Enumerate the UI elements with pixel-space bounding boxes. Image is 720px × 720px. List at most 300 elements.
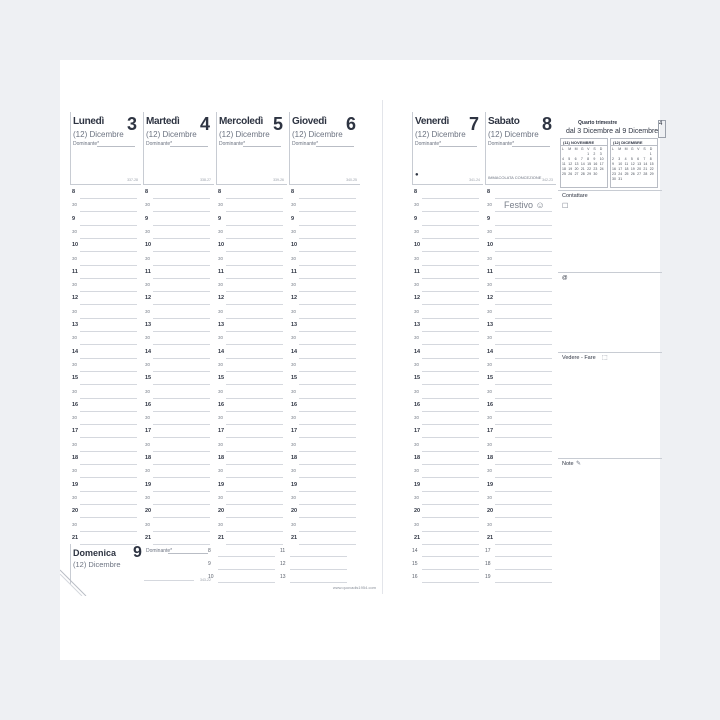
hour-row[interactable]: [289, 268, 359, 281]
half-hour-row[interactable]: [70, 414, 140, 427]
half-hour-label: 30: [145, 255, 151, 261]
calendar-cell[interactable]: 27: [574, 172, 579, 176]
calendar-cell[interactable]: 22: [587, 167, 592, 171]
half-hour-row[interactable]: [289, 414, 359, 427]
hour-line: [495, 544, 552, 545]
half-hour-row[interactable]: [289, 361, 359, 374]
hour-row[interactable]: [70, 374, 140, 387]
calendar-cell[interactable]: 4: [624, 157, 627, 161]
hour-row[interactable]: [412, 454, 482, 467]
hour-label: 10: [487, 242, 494, 249]
hour-row[interactable]: [143, 188, 213, 201]
half-hour-row[interactable]: [485, 361, 555, 374]
half-hour-row[interactable]: [70, 361, 140, 374]
hour-row[interactable]: [485, 268, 555, 281]
calendar-cell[interactable]: 5: [630, 157, 633, 161]
half-hour-row[interactable]: [70, 281, 140, 294]
hour-label: 13: [72, 322, 79, 328]
hour-row[interactable]: [485, 294, 555, 307]
half-hour-row[interactable]: [216, 281, 286, 294]
half-hour-row[interactable]: [412, 255, 482, 268]
half-hour-label: 30: [72, 521, 78, 527]
calendar-cell[interactable]: 25: [624, 172, 629, 176]
calendar-cell[interactable]: L: [562, 147, 564, 151]
hour-row[interactable]: [289, 348, 359, 361]
calendar-cell[interactable]: 28: [580, 172, 585, 176]
hour-row[interactable]: [216, 348, 286, 361]
hour-row[interactable]: [289, 321, 359, 334]
half-hour-row[interactable]: [485, 521, 555, 534]
half-hour-row[interactable]: [412, 334, 482, 347]
hour-row[interactable]: [216, 188, 286, 201]
hour-row[interactable]: [485, 481, 555, 494]
hour-row[interactable]: [70, 427, 140, 440]
hour-row[interactable]: [143, 215, 213, 228]
hour-line: [226, 491, 283, 492]
calendar-cell[interactable]: 24: [618, 172, 623, 176]
half-hour-row[interactable]: [485, 414, 555, 427]
hour-row[interactable]: [216, 321, 286, 334]
calendar-cell[interactable]: 2: [612, 157, 614, 161]
hour-row[interactable]: [216, 507, 286, 520]
calendar-cell[interactable]: [600, 172, 606, 177]
hour-row[interactable]: [143, 427, 213, 440]
hour-row[interactable]: [70, 241, 140, 254]
half-hour-line: [299, 238, 356, 239]
calendar-cell[interactable]: 1: [587, 152, 590, 156]
hour-label: 18: [218, 455, 225, 461]
calendar-cell[interactable]: 28: [643, 172, 648, 176]
half-hour-row[interactable]: [216, 494, 286, 507]
calendar-cell[interactable]: M: [574, 147, 578, 151]
half-hour-row[interactable]: [289, 494, 359, 507]
calendar-cell[interactable]: 3: [599, 152, 602, 156]
calendar-cell[interactable]: 2: [593, 152, 596, 156]
half-hour-row[interactable]: [216, 388, 286, 401]
hour-row[interactable]: [289, 188, 359, 201]
calendar-cell[interactable]: 19: [630, 167, 635, 171]
hour-row[interactable]: [70, 294, 140, 307]
calendar-cell[interactable]: 22: [649, 167, 654, 171]
half-hour-row[interactable]: [485, 494, 555, 507]
half-hour-row[interactable]: [485, 388, 555, 401]
hour-row[interactable]: [70, 268, 140, 281]
half-hour-row[interactable]: [289, 467, 359, 480]
calendar-cell[interactable]: 10: [618, 162, 623, 166]
hour-row[interactable]: [289, 481, 359, 494]
calendar-cell[interactable]: 21: [643, 167, 648, 171]
calendar-cell[interactable]: G: [630, 147, 634, 151]
hour-row[interactable]: [289, 401, 359, 414]
half-hour-row[interactable]: [143, 414, 213, 427]
hour-row[interactable]: [485, 241, 555, 254]
half-hour-row[interactable]: [70, 255, 140, 268]
hour-row[interactable]: [412, 188, 482, 201]
hour-row[interactable]: [412, 268, 482, 281]
hour-row[interactable]: [216, 481, 286, 494]
hour-row[interactable]: [289, 454, 359, 467]
calendar-cell[interactable]: 23: [612, 172, 616, 176]
calendar-cell[interactable]: 18: [562, 167, 566, 171]
hour-row[interactable]: [412, 401, 482, 414]
hour-row[interactable]: [485, 401, 555, 414]
calendar-cell[interactable]: 11: [624, 162, 629, 166]
hour-row[interactable]: [412, 481, 482, 494]
half-hour-row[interactable]: [143, 281, 213, 294]
sunday-hour-row[interactable]: [485, 546, 555, 559]
hour-line: [153, 384, 210, 385]
calendar-cell[interactable]: 19: [568, 167, 573, 171]
hour-row[interactable]: [216, 241, 286, 254]
sunday-hour-row[interactable]: [280, 559, 350, 572]
half-hour-row[interactable]: [70, 228, 140, 241]
calendar-cell[interactable]: 14: [643, 162, 648, 166]
calendar-cell[interactable]: M: [568, 147, 572, 151]
calendar-cell[interactable]: D: [599, 147, 603, 151]
half-hour-row[interactable]: [289, 334, 359, 347]
hour-row[interactable]: [143, 454, 213, 467]
section-note[interactable]: [558, 458, 662, 589]
half-hour-row[interactable]: [143, 361, 213, 374]
half-hour-row[interactable]: [70, 201, 140, 214]
half-hour-row[interactable]: [143, 334, 213, 347]
hour-row[interactable]: [216, 401, 286, 414]
calendar-cell[interactable]: 17: [618, 167, 623, 171]
calendar-cell[interactable]: 8: [649, 157, 652, 161]
calendar-cell[interactable]: 26: [568, 172, 573, 176]
hour-line: [299, 278, 356, 279]
calendar-cell[interactable]: 9: [612, 162, 614, 166]
calendar-cell[interactable]: 16: [593, 162, 598, 166]
calendar-cell[interactable]: 29: [587, 172, 592, 176]
hour-line: [226, 198, 283, 199]
half-hour-row[interactable]: [216, 521, 286, 534]
half-hour-row[interactable]: [70, 467, 140, 480]
half-hour-row[interactable]: [485, 228, 555, 241]
half-hour-row[interactable]: [412, 281, 482, 294]
calendar-cell[interactable]: G: [580, 147, 584, 151]
calendar-cell[interactable]: 14: [580, 162, 585, 166]
half-hour-row[interactable]: [143, 494, 213, 507]
half-hour-label: 30: [291, 415, 297, 421]
festivo-label: Festivo ☺: [504, 200, 545, 210]
hour-row[interactable]: [143, 401, 213, 414]
half-hour-row[interactable]: [412, 308, 482, 321]
hour-label: 11: [145, 268, 151, 275]
hour-row[interactable]: [412, 348, 482, 361]
half-hour-row[interactable]: [216, 308, 286, 321]
hour-row[interactable]: [289, 215, 359, 228]
half-hour-row[interactable]: [289, 441, 359, 454]
half-hour-row[interactable]: [143, 255, 213, 268]
hour-row[interactable]: [485, 534, 555, 547]
calendar-cell[interactable]: 17: [599, 162, 604, 166]
hour-label: 10: [145, 242, 152, 249]
calendar-cell[interactable]: 24: [599, 167, 604, 171]
hour-row[interactable]: [485, 348, 555, 361]
hour-row[interactable]: [70, 454, 140, 467]
hour-row[interactable]: [412, 321, 482, 334]
calendar-cell[interactable]: 12: [630, 162, 635, 166]
section-vedere-fare[interactable]: [558, 352, 662, 459]
sunday-hour-row[interactable]: [485, 559, 555, 572]
half-hour-label: 30: [145, 388, 151, 394]
half-hour-row[interactable]: [412, 467, 482, 480]
hour-row[interactable]: [289, 374, 359, 387]
sunday-hour-row[interactable]: [208, 559, 278, 572]
half-hour-row[interactable]: [70, 494, 140, 507]
calendar-cell[interactable]: 3: [618, 157, 621, 161]
calendar-cell[interactable]: S: [643, 147, 646, 151]
hour-row[interactable]: [143, 268, 213, 281]
calendar-cell[interactable]: 26: [630, 172, 635, 176]
half-hour-row[interactable]: [143, 228, 213, 241]
half-hour-label: 30: [487, 468, 493, 474]
hour-label: 21: [145, 534, 152, 541]
calendar-cell[interactable]: 5: [568, 157, 571, 161]
calendar-cell[interactable]: 31: [618, 177, 623, 181]
calendar-cell[interactable]: 1: [649, 152, 652, 156]
half-hour-line: [226, 238, 283, 239]
half-hour-row[interactable]: [289, 228, 359, 241]
half-hour-row[interactable]: [216, 201, 286, 214]
calendar-cell[interactable]: 7: [643, 157, 646, 161]
half-hour-row[interactable]: [289, 521, 359, 534]
half-hour-line: [495, 318, 552, 319]
hour-row[interactable]: [289, 507, 359, 520]
calendar-cell[interactable]: 25: [562, 172, 566, 176]
day-month: (12) Dicembre: [292, 130, 343, 139]
half-hour-row[interactable]: [70, 308, 140, 321]
half-hour-row[interactable]: [216, 361, 286, 374]
calendar-cell[interactable]: 6: [574, 157, 577, 161]
calendar-cell[interactable]: 30: [612, 177, 616, 181]
hour-line: [299, 411, 356, 412]
half-hour-line: [299, 291, 356, 292]
hour-row[interactable]: [216, 427, 286, 440]
half-hour-line: [226, 451, 283, 452]
calendar-cell[interactable]: 10: [599, 157, 604, 161]
half-hour-row[interactable]: [216, 414, 286, 427]
half-hour-row[interactable]: [412, 228, 482, 241]
half-hour-line: [153, 504, 210, 505]
half-hour-row[interactable]: [412, 494, 482, 507]
sunday-hour-row[interactable]: [280, 546, 350, 559]
half-hour-line: [226, 318, 283, 319]
half-hour-row[interactable]: [216, 467, 286, 480]
half-hour-row[interactable]: [412, 441, 482, 454]
hour-row[interactable]: [485, 427, 555, 440]
half-hour-row[interactable]: [216, 441, 286, 454]
calendar-cell[interactable]: 12: [568, 162, 573, 166]
hour-line: [422, 358, 479, 359]
calendar-cell[interactable]: L: [612, 147, 614, 151]
half-hour-row[interactable]: [485, 467, 555, 480]
hour-row[interactable]: [143, 507, 213, 520]
hour-row[interactable]: [485, 374, 555, 387]
half-hour-row[interactable]: [216, 334, 286, 347]
hour-row[interactable]: [216, 268, 286, 281]
calendar-cell[interactable]: 16: [612, 167, 616, 171]
calendar-cell[interactable]: 29: [649, 172, 654, 176]
half-hour-row[interactable]: [289, 201, 359, 214]
hour-row[interactable]: [412, 427, 482, 440]
half-hour-row[interactable]: [289, 388, 359, 401]
hour-row[interactable]: [143, 348, 213, 361]
half-hour-row[interactable]: [412, 201, 482, 214]
calendar-cell[interactable]: 13: [574, 162, 579, 166]
page-tab[interactable]: 4: [658, 120, 666, 138]
half-hour-row[interactable]: [289, 281, 359, 294]
half-hour-row[interactable]: [289, 308, 359, 321]
calendar-cell[interactable]: S: [593, 147, 596, 151]
half-hour-row[interactable]: [143, 388, 213, 401]
hour-row[interactable]: [70, 507, 140, 520]
hour-row[interactable]: [485, 321, 555, 334]
sunday-hour-row[interactable]: [280, 572, 350, 585]
day-number: 3: [126, 114, 137, 134]
sunday-hour-row[interactable]: [208, 572, 278, 585]
hour-label: 19: [487, 481, 494, 488]
half-hour-row[interactable]: [143, 467, 213, 480]
email-icon: @: [562, 275, 568, 281]
hour-row[interactable]: [70, 215, 140, 228]
hour-row[interactable]: [412, 294, 482, 307]
hour-line: [80, 358, 137, 359]
half-hour-row[interactable]: [485, 441, 555, 454]
half-hour-line: [80, 504, 137, 505]
half-hour-row[interactable]: [143, 521, 213, 534]
calendar-cell[interactable]: D: [649, 147, 653, 151]
half-hour-row[interactable]: [70, 521, 140, 534]
half-hour-row[interactable]: [216, 228, 286, 241]
hour-row[interactable]: [143, 321, 213, 334]
hour-row[interactable]: [143, 481, 213, 494]
half-hour-row[interactable]: [143, 441, 213, 454]
day-header: [216, 112, 287, 185]
half-hour-label: 30: [291, 361, 297, 367]
half-hour-row[interactable]: [485, 255, 555, 268]
calendar-cell[interactable]: 8: [587, 157, 590, 161]
half-hour-row[interactable]: [412, 388, 482, 401]
calendar-cell[interactable]: M: [624, 147, 628, 151]
half-hour-row[interactable]: [485, 334, 555, 347]
calendar-cell[interactable]: 21: [580, 167, 585, 171]
hour-row[interactable]: [143, 374, 213, 387]
hour-row[interactable]: [216, 294, 286, 307]
half-hour-label: 30: [487, 388, 493, 394]
hour-row[interactable]: [70, 321, 140, 334]
calendar-cell[interactable]: 9: [593, 157, 596, 161]
sunday-hour-row[interactable]: [208, 546, 278, 559]
calendar-cell[interactable]: 30: [593, 172, 598, 176]
hour-row[interactable]: [412, 374, 482, 387]
calendar-cell[interactable]: 7: [580, 157, 583, 161]
hour-row[interactable]: [216, 215, 286, 228]
hour-row[interactable]: [289, 241, 359, 254]
calendar-cell[interactable]: 20: [574, 167, 579, 171]
hour-line: [495, 517, 552, 518]
hour-row[interactable]: [143, 294, 213, 307]
calendar-cell[interactable]: 4: [562, 157, 564, 161]
hour-row[interactable]: [70, 348, 140, 361]
half-hour-row[interactable]: [143, 308, 213, 321]
calendar-cell[interactable]: 20: [637, 167, 642, 171]
section-email[interactable]: [558, 272, 662, 353]
calendar-cell[interactable]: 6: [637, 157, 640, 161]
hour-line: [80, 198, 137, 199]
half-hour-row[interactable]: [485, 308, 555, 321]
hour-row[interactable]: [485, 507, 555, 520]
hour-row[interactable]: [412, 215, 482, 228]
hour-row[interactable]: [289, 427, 359, 440]
half-hour-row[interactable]: [412, 521, 482, 534]
day-month: (12) Dicembre: [488, 130, 539, 139]
hour-row[interactable]: [216, 454, 286, 467]
sunday-hour-row[interactable]: [412, 546, 482, 559]
sunday-hour-row[interactable]: [485, 572, 555, 585]
half-hour-row[interactable]: [412, 414, 482, 427]
half-hour-row[interactable]: [70, 334, 140, 347]
calendar-cell[interactable]: 27: [637, 172, 642, 176]
half-hour-label: 30: [414, 494, 420, 500]
hour-row[interactable]: [289, 294, 359, 307]
hour-row[interactable]: [485, 454, 555, 467]
half-hour-row[interactable]: [216, 255, 286, 268]
calendar-cell[interactable]: 13: [637, 162, 642, 166]
half-hour-label: 30: [218, 255, 224, 261]
sunday-hour-line: [495, 556, 552, 557]
half-hour-line: [299, 371, 356, 372]
sunday-hour-row[interactable]: [412, 559, 482, 572]
half-hour-label: 30: [72, 441, 78, 447]
hour-row[interactable]: [216, 374, 286, 387]
hour-row[interactable]: [70, 188, 140, 201]
sunday-hour-row[interactable]: [412, 572, 482, 585]
half-hour-row[interactable]: [70, 441, 140, 454]
calendar-cell[interactable]: 15: [649, 162, 654, 166]
half-hour-row[interactable]: [289, 255, 359, 268]
half-hour-row[interactable]: [485, 281, 555, 294]
hour-row[interactable]: [412, 534, 482, 547]
calendar-cell[interactable]: 11: [562, 162, 566, 166]
calendar-cell[interactable]: V: [637, 147, 640, 151]
hour-label: 15: [145, 375, 152, 382]
hour-row[interactable]: [412, 241, 482, 254]
calendar-cell[interactable]: M: [618, 147, 622, 151]
half-hour-row[interactable]: [143, 201, 213, 214]
half-hour-line: [80, 238, 137, 239]
hour-row[interactable]: [143, 241, 213, 254]
half-hour-row[interactable]: [412, 361, 482, 374]
calendar-cell[interactable]: V: [587, 147, 590, 151]
half-hour-row[interactable]: [70, 388, 140, 401]
calendar-cell[interactable]: [562, 177, 568, 182]
hour-row[interactable]: [485, 215, 555, 228]
section-contattare[interactable]: [558, 190, 662, 271]
hour-row[interactable]: [70, 401, 140, 414]
hour-row[interactable]: [70, 481, 140, 494]
calendar-cell[interactable]: 18: [624, 167, 629, 171]
calendar-cell[interactable]: 15: [587, 162, 592, 166]
hour-label: 16: [145, 401, 152, 408]
hour-label: 16: [72, 401, 79, 408]
sunday-hour-line: [422, 569, 479, 570]
half-hour-label: 30: [218, 282, 224, 288]
calendar-cell[interactable]: 23: [593, 167, 598, 171]
half-hour-line: [80, 344, 137, 345]
hour-row[interactable]: [412, 507, 482, 520]
